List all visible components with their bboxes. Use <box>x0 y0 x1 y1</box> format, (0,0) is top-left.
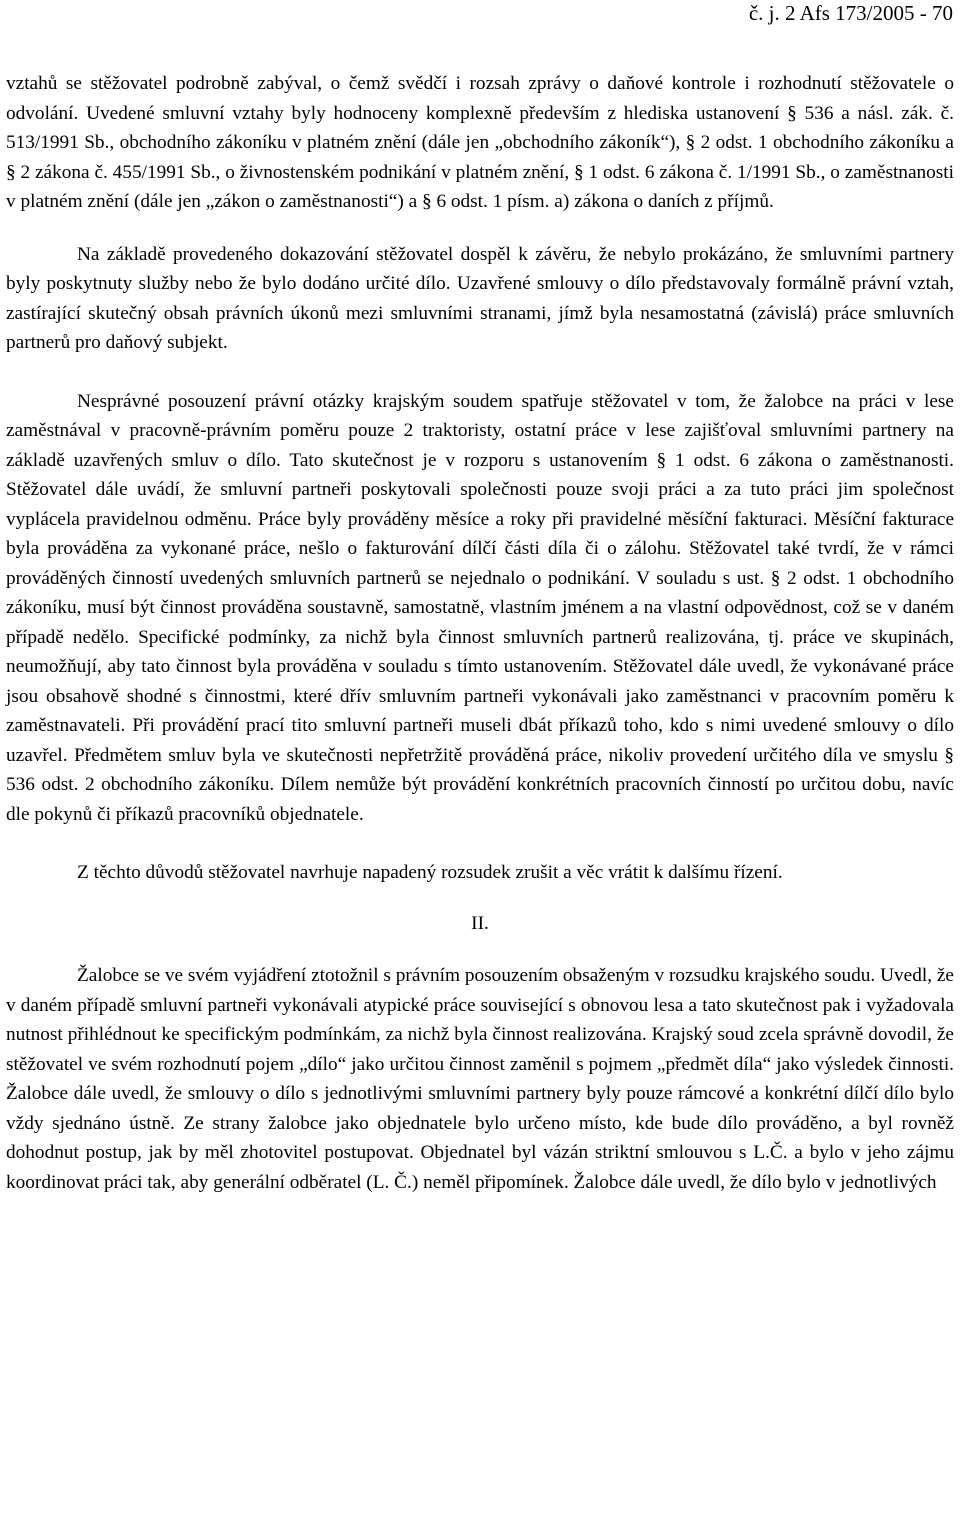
case-reference: č. j. 2 Afs 173/2005 - 70 <box>748 1 953 25</box>
paragraph-incorrect-assessment: Nesprávné posouzení právní otázky krajským soudem spatřuje stěžovatel v tom, že žalobce na práci v lese zaměstnával v pracovně-právním poměru pouze 2 traktoristy, ostatní práce v lese zajišťoval smluvními partnery na základě uzavřených smluv o dílo. Tato skutečnost je v rozporu s ustanovením § 1 odst. 6 zákona o zaměstnanosti. Stěžovatel dále uvádí, že smluvní partneři poskytovali společnosti pouze svoji práci a za tuto práci jim společnost vyplácela pravidelnou odměnu. Práce byly prováděny měsíce a roky při pravidelné měsíční fakturaci. Měsíční fakturace byla prováděna za vykonané práce, nešlo o fakturování dílčí části díla či o zálohu. Stěžovatel také tvrdí, že v rámci prováděných činností uvedených smluvních partnerů se nejednalo o podnikání. V souladu s ust. § 2 odst. 1 obchodního zákoníku, musí být činnost prováděna soustavně, samostatně, vlastním jménem a na vlastní odpovědnost, což se v daném případě nedělo. Specifické podmínky, za nichž byla činnost smluvních partnerů realizována, tj. práce ve skupinách, neumožňují, aby tato činnost byla prováděna v souladu s tímto ustanovením. Stěžovatel dále uvedl, že vykonávané práce jsou obsahově shodné s činnostmi, které dřív smluvním partneři vykonávali jako zaměstnanci v pracovním poměru k zaměstnavateli. Při provádění prací tito smluvní partneři museli dbát příkazů toho, kdo s nimi uvedené smlouvy o dílo uzavřel. Předmětem smluv byla ve skutečnosti nepřetržitě prováděná práce, nikoliv provedení určitého díla ve smyslu § 536 odst. 2 obchodního zákoníku. Dílem nemůže být provádění konkrétních pracovních činností po určitou dobu, navíc dle pokynů či příkazů pracovníků objednatele. <box>6 390 954 825</box>
paragraph-conclusion: Na základě provedeného dokazování stěžovatel dospěl k závěru, že nebylo prokázáno, že smluvními partnery byly poskytnuty služby nebo že bylo dodáno určité dílo. Uzavřené smlouvy o dílo představovaly formálně právní vztah, zastírající skutečný obsah právních úkonů mezi smluvními stranami, jímž byla nesamostatná (závislá) práce smluvních partnerů pro daňový subjekt. <box>6 243 954 353</box>
section-heading: II. <box>471 912 489 934</box>
paragraph-respondent-statement: Žalobce se ve svém vyjádření ztotožnil s právním posouzením obsaženým v rozsudku krajského soudu. Uvedl, že v daném případě smluvní partneři vykonávali atypické práce související s obnovou lesa a tato skutečnost pak i vyžadovala nutnost přihlédnout ke specifickým podmínkám, za nichž byla činnost realizována. Krajský soud zcela správně dovodil, že stěžovatel ve svém rozhodnutí pojem „dílo“ jako určitou činnost zaměnil s pojmem „předmět díla“ jako výsledek činnosti. Žalobce dále uvedl, že smlouvy o dílo s jednotlivými smluvními partnery byly pouze rámcové a konkrétní dílčí dílo bylo vždy sjednáno ústně. Ze strany žalobce jako objednatele bylo určeno místo, kde bude dílo prováděno, a byl rovněž dohodnut postup, jak by měl zhotovitel postupovat. Objednatel byl vázán striktní smlouvou s L.Č. a bylo v jeho zájmu koordinovat práci tak, aby generální odběratel (L. Č.) neměl připomínek. Žalobce dále uvedl, že dílo bylo v jednotlivých <box>6 965 954 1193</box>
document-body <box>6 69 954 1197</box>
paragraph-continued: vztahů se stěžovatel podrobně zabýval, o čemž svědčí i rozsah zprávy o daňové kontrole i rozhodnutí stěžovatele o odvolání. Uvedené smluvní vztahy byly hodnoceny komplexně především z hlediska ustanovení § 536 a násl. zák. č. 513/1991 Sb., obchodního zákoníku v platném znění (dále jen „obchodního zákoník“), § 2 odst. 1 obchodního zákoníku a § 2 zákona č. 455/1991 Sb., o živnostenském podnikání v platném znění, § 1 odst. 6 zákona č. 1/1991 Sb., o zaměstnanosti v platném znění (dále jen „zákon o zaměstnanosti“) a § 6 odst. 1 písm. a) zákona o daních z příjmů. <box>6 73 954 212</box>
paragraph-proposal: Z těchto důvodů stěžovatel navrhuje napadený rozsudek zrušit a věc vrátit k dalšímu řízení. <box>77 862 783 883</box>
